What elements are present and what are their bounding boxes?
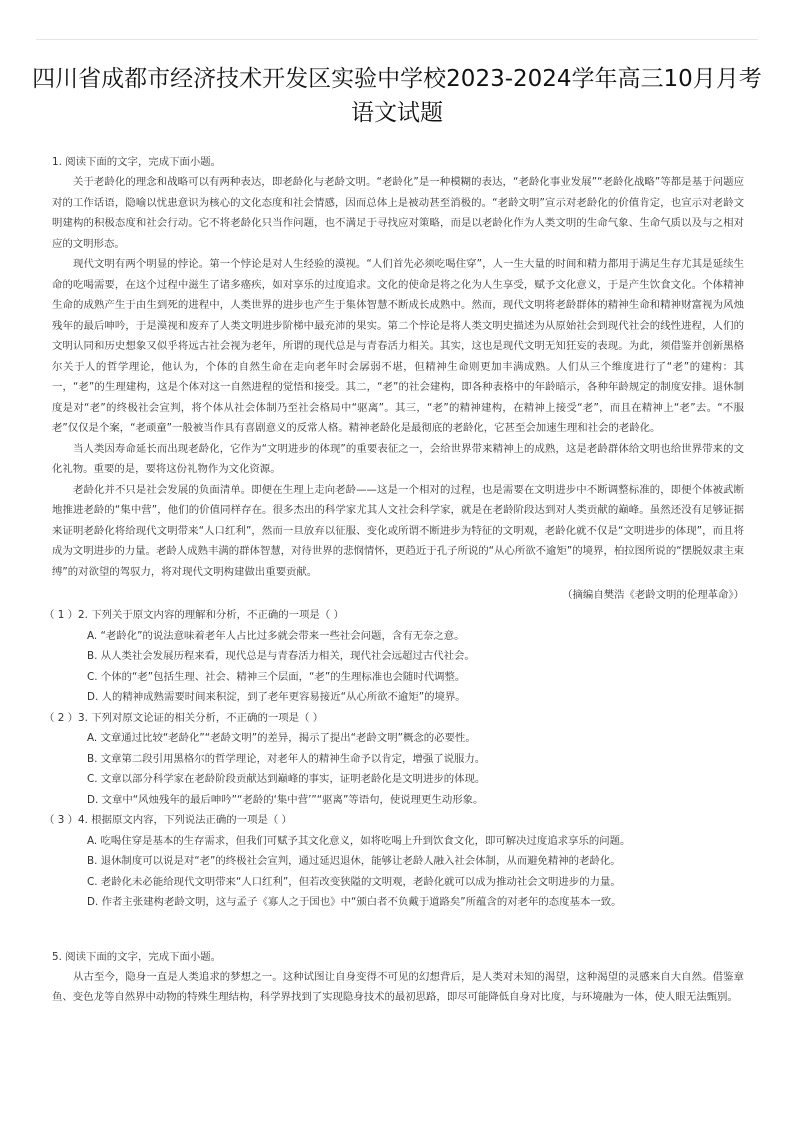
question-5-heading: 5. 阅读下面的文字，完成下面小题。 xyxy=(52,950,222,963)
option-c: C. 老龄化未必能给现代文明带来“人口红利”，但若改变狭隘的文明观，老龄化就可以成为推动社会文明进步的力量。 xyxy=(87,875,621,888)
subquestion-stem: （ 2 ）3. 下列对原文论证的相关分析，不正确的一项是（ ） xyxy=(44,711,324,724)
header-divider xyxy=(36,39,758,40)
option-c: C. 文章以部分科学家在老龄阶段贡献达到巅峰的事实，证明老龄化是文明进步的体现。 xyxy=(87,773,486,785)
option-b: B. 从人类社会发展历程来看，现代总是与青春活力相关，现代社会远超过古代社会。 xyxy=(87,650,475,662)
option-d: D. 作者主张建构老龄文明，这与孟子《寡人之于国也》中“颁白者不负戴于道路矣”所蕴含的对老年的态度基本一致。 xyxy=(87,896,622,908)
page-title: 四川省成都市经济技术开发区实验中学校2023-2024学年高三10月月考语文试题 xyxy=(32,66,762,126)
subquestion-stem: （ 1 ）2. 下列关于原文内容的理解和分析，不正确的一项是（ ） xyxy=(44,609,344,621)
option-d: D. 文章中“风烛残年的最后呻吟”“老龄的‘集中营’”“驱离”等语句，使说理更生动形象。 xyxy=(87,793,484,806)
passage-paragraph: 老龄化并不只是社会发展的负面清单。即便在生理上走向老龄——这是一个相对的过程，也是需要在文明进步中不断调整标准的，即便个体被武断地推进老龄的“集中营”，他们的价值同样存在。很多杰出的科学家尤其人文社会科学家，就是在老龄阶段达到对人类贡献的巅峰。虽然还没有足够证据来证明老龄化将给现代文明带来“人口红利”，然而一旦放弃以征服、变化或所谓不断进步为特征的文明观，老龄化就不仅是“文明进步的体现”，而且将成为文明进步的力量。老龄人成熟丰满的群体智慧，对待世界的悲悯情怀，更趋近于孔子所说的“从心所欲不逾矩”的境界，柏拉图所说的“摆脱奴隶主束缚”的对欲望的驾驭力，将对现代文明构建做出重要贡献。 xyxy=(52,483,744,578)
passage-paragraph: 从古至今，隐身一直是人类追求的梦想之一。这种试图让自身变得不可见的幻想背后，是人类对未知的渴望，这种渴望的灵感来自大自然。借鉴章鱼、变色龙等自然界中动物的特殊生理结构，科学界找到了实现隐身技术的最初思路，即尽可能降低自身对比度，与环境融为一体，使人眼无法甄别。 xyxy=(52,970,744,1003)
option-b: B. 文章第二段引用黑格尔的哲学理论，对老年人的精神生命予以肯定，增强了说服力。 xyxy=(87,752,486,765)
option-c: C. 个体的“老”包括生理、社会、精神三个层面，“老”的生理标准也会随时代调整。 xyxy=(87,670,466,683)
passage-paragraph: 当人类因寿命延长而出现老龄化，它作为“文明进步的体现”的重要表征之一，会给世界带来精神上的成熟，这是老龄群体给文明也给世界带来的文化礼物。重要的是，要将这份礼物作为文化资源。 xyxy=(52,442,744,475)
exam-content xyxy=(44,152,744,1008)
passage-paragraph: 现代文明有两个明显的悖论。第一个悖论是对人生经验的漠视。“人们首先必须吃喝住穿”，人一生大量的时间和精力都用于满足生存尤其是延续生命的吃喝需要，在这个过程中滋生了诸多癌疾，如对享乐的过度追求。文化的使命是将之化为人生享受，赋予文化意义，于是产生饮食文化。个体精神生命的成熟产生于由生到死的进程中，人类世界的进步也产生于集体智慧不断成长成熟中。然而，现代文明将老龄群体的精神生命和精神财富视为风烛残年的最后呻吟，于是漠视和废弃了人类文明进步阶梯中最充沛的果实。第二个悖论是将人类文明史描述为从原始社会到现代社会的线性进程，人们的文明认同和历史想象又似乎将远古社会视为老年，所谓的现代总是与青春活力相关。其实，这也是现代文明无知狂妄的表现。为此，须借鉴并创新黑格尔关于人的哲学理论，他认为，个体的自然生命在走向老年时会孱弱不堪，但精神生命则更加丰满成熟。人们从三个维度进行了“老”的建构：其一，“老”的生理建构，这是个体对这一自然进程的觉悟和接受。其二，“老”的社会建构，即各种表格中的年龄暗示，各种年龄规定的制度安排。退休制度是对“老”的终极社会宣判，将个体从社会体制乃至社会格局中“驱离”。其三，“老”的精神建构，在精神上接受“老”，而且在精神上“老”去。“不服老”仅仅是个案，“老顽童”一般被当作具有喜剧意义的反常人格。精神老龄化是最彻底的老龄化，它甚至会加速生理和社会的老龄化。 xyxy=(52,258,744,434)
section-spacer xyxy=(52,913,744,947)
option-d: D. 人的精神成熟需要时间来积淀，到了老年更容易接近“从心所欲不逾矩”的境界。 xyxy=(87,691,466,703)
option-a: A. 文章通过比较“老龄化”“老龄文明”的差异，揭示了提出“老龄文明”概念的必要性。 xyxy=(87,732,476,744)
subquestion-stem: （ 3 ）4. 根据原文内容，下列说法正确的一项是（ ） xyxy=(44,814,292,826)
option-a: A. “老龄化”的说法意味着老年人占比过多就会带来一些社会问题，含有无奈之意。 xyxy=(87,629,465,642)
passage-paragraph: 关于老龄化的理念和战略可以有两种表达，即老龄化与老龄文明。“老龄化”是一种模糊的表达，“老龄化事业发展”“老龄化战略”等都是基于问题应对的工作话语，隐喻以忧患意识为核心的文化态度和社会情感，因而总体上是被动甚至消极的。“老龄文明”宣示对老龄化的价值肯定，也宣示对老龄文明建构的积极态度和社会行动。它不将老龄化只当作问题，也不满足于寻找应对策略，而是以老龄化作为人类文明的生命气象、生命气质以及与之相对应的文明形态。 xyxy=(52,176,744,250)
passage-source: （摘编自樊浩《老龄文明的伦理革命》） xyxy=(562,589,744,601)
question-1-heading: 1. 阅读下面的文字，完成下面小题。 xyxy=(52,156,222,168)
option-b: B. 退休制度可以说是对“老”的终极社会宣判，通过延迟退休，能够让老龄人融入社会体制，从而避免精神的老龄化。 xyxy=(87,855,621,867)
option-a: A. 吃喝住穿是基本的生存需求，但我们可赋予其文化意义，如将吃喝上升到饮食文化，即可解决过度追求享乐的问题。 xyxy=(87,834,631,847)
